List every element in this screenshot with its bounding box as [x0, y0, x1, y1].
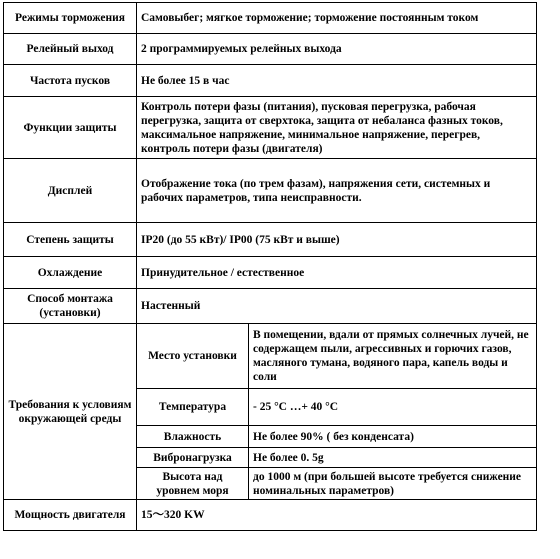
temperature-value: - 25 °C …+ 40 °C — [249, 389, 537, 426]
display-label: Дисплей — [4, 159, 137, 223]
table-row-braking-modes — [4, 3, 537, 34]
start-frequency-value: Не более 15 в час — [137, 65, 537, 97]
table-row-display — [4, 159, 537, 223]
display-value: Отображение тока (по трем фазам), напряжения сети, системных и рабочих параметров, типа неисправности. — [137, 159, 537, 223]
specifications-table — [3, 2, 537, 531]
installation-place-label: Место установки — [137, 324, 249, 389]
installation-place-value: В помещении, вдали от прямых солнечных лучей, не содержащем пыли, агрессивных и горючих газов, масляного тумана, водяного пара, капель воды и соли — [249, 324, 537, 389]
braking-modes-value: Самовыбег; мягкое торможение; торможение постоянным током — [137, 3, 537, 34]
vibration-value: Не более 0. 5g — [249, 448, 537, 468]
table-row-relay-output — [4, 34, 537, 65]
protection-degree-label: Степень защиты — [4, 223, 137, 257]
protection-degree-value: IP20 (до 55 кВт)/ IP00 (75 кВт и выше) — [137, 223, 537, 257]
motor-power-label: Мощность двигателя — [4, 500, 137, 531]
mounting-value: Настенный — [137, 289, 537, 324]
braking-modes-label: Режимы торможения — [4, 3, 137, 34]
environment-requirements-label: Требования к условиям окружающей среды — [4, 324, 137, 500]
start-frequency-label: Частота пусков — [4, 65, 137, 97]
table-row-motor-power — [4, 500, 537, 531]
humidity-value: Не более 90% ( без конденсата) — [249, 426, 537, 448]
table-row-mounting — [4, 289, 537, 324]
table-row-start-frequency — [4, 65, 537, 97]
table-row-protection-degree — [4, 223, 537, 257]
protection-functions-value: Контроль потери фазы (питания), пусковая перегрузка, рабочая перегрузка, защита от сверхтока, защита от небаланса фазных токов, максимальное напряжение, минимальное напряжение, перегрев, контроль потери фазы (двигателя) — [137, 97, 537, 159]
mounting-label: Способ монтажа (установки) — [4, 289, 137, 324]
table-row-installation-place — [4, 324, 537, 389]
altitude-label: Высота над уровнем моря — [137, 468, 249, 500]
protection-functions-label: Функции защиты — [4, 97, 137, 159]
relay-output-value: 2 программируемых релейных выхода — [137, 34, 537, 65]
altitude-value: до 1000 м (при большей высоте требуется снижение номинальных параметров) — [249, 468, 537, 500]
vibration-label: Вибронагрузка — [137, 448, 249, 468]
cooling-label: Охлаждение — [4, 257, 137, 289]
table-row-protection-functions — [4, 97, 537, 159]
relay-output-label: Релейный выход — [4, 34, 137, 65]
temperature-label: Температура — [137, 389, 249, 426]
humidity-label: Влажность — [137, 426, 249, 448]
motor-power-value: 15～320 KW — [137, 500, 537, 531]
cooling-value: Принудительное / естественное — [137, 257, 537, 289]
table-row-cooling — [4, 257, 537, 289]
